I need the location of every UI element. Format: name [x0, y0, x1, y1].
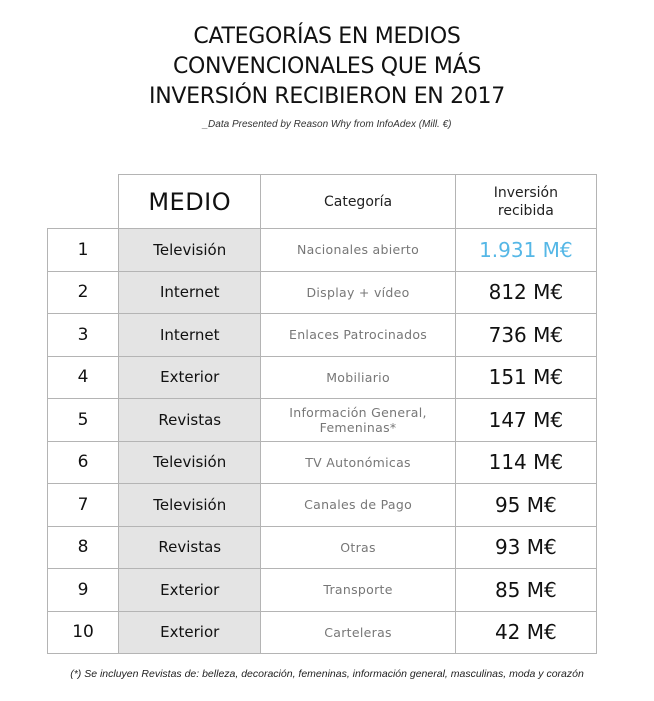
categoria-cell: [261, 271, 455, 314]
medio-cell: Exterior: [119, 611, 261, 654]
categoria-line: Información General,: [289, 404, 427, 420]
categoria-line: Otras: [340, 539, 376, 555]
medio-cell: Exterior: [119, 569, 261, 612]
rank-cell: 5: [48, 399, 119, 442]
categoria-line: Display + vídeo: [306, 284, 410, 300]
categoria-cell: [261, 441, 455, 484]
categoria-line: Carteleras: [324, 624, 392, 640]
table-row: [48, 314, 597, 357]
table-row: [48, 484, 597, 527]
chart-title: [0, 22, 654, 112]
rank-cell: 8: [48, 526, 119, 569]
table-body: [48, 229, 597, 654]
inversion-cell: 42 M€: [455, 611, 596, 654]
categoria-line: Transporte: [323, 582, 393, 598]
rank-cell: 6: [48, 441, 119, 484]
rank-cell: 4: [48, 356, 119, 399]
categoria-cell: [261, 484, 455, 527]
categoria-cell: [261, 229, 455, 272]
footnote: (*) Se incluyen Revistas de: belleza, decoración, femeninas, información general, masculinas, moda y corazón: [70, 668, 584, 680]
header-categoria: Categoría: [261, 175, 455, 229]
title-line-3: INVERSIÓN RECIBIERON EN 2017: [149, 84, 505, 109]
categoria-line: Enlaces Patrocinados: [289, 327, 428, 343]
inversion-cell: 93 M€: [455, 526, 596, 569]
categoria-line: Nacionales abierto: [297, 242, 420, 258]
inversion-cell: 736 M€: [455, 314, 596, 357]
categoria-line: Mobiliario: [326, 369, 390, 385]
rank-cell: 1: [48, 229, 119, 272]
table-row: [48, 569, 597, 612]
header-rank-blank: [48, 175, 119, 229]
categoria-cell: [261, 399, 455, 442]
title-line-1: CATEGORÍAS EN MEDIOS: [193, 24, 461, 49]
inversion-cell: 85 M€: [455, 569, 596, 612]
rank-cell: 7: [48, 484, 119, 527]
title-line-2: CONVENCIONALES QUE MÁS: [172, 54, 482, 79]
categoria-line: Canales de Pago: [304, 497, 413, 513]
categoria-cell: [261, 356, 455, 399]
header-inversion-line-1: Inversión: [493, 184, 558, 201]
header-inversion: [455, 175, 596, 229]
categoria-cell: [261, 569, 455, 612]
inversion-cell: 95 M€: [455, 484, 596, 527]
rank-cell: 3: [48, 314, 119, 357]
table-row: [48, 271, 597, 314]
categoria-cell: [261, 611, 455, 654]
rank-cell: 2: [48, 271, 119, 314]
header-inversion-line-2: recibida: [497, 202, 554, 219]
inversion-cell: 1.931 M€: [455, 229, 596, 272]
ranking-table: [47, 174, 597, 654]
medio-cell: Internet: [119, 271, 261, 314]
medio-cell: Revistas: [119, 526, 261, 569]
medio-cell: Internet: [119, 314, 261, 357]
medio-cell: Exterior: [119, 356, 261, 399]
categoria-line: Femeninas*: [319, 419, 397, 435]
categoria-line: TV Autonómicas: [305, 454, 411, 470]
table-row: [48, 399, 597, 442]
inversion-cell: 812 M€: [455, 271, 596, 314]
rank-cell: 10: [48, 611, 119, 654]
inversion-cell: 147 M€: [455, 399, 596, 442]
medio-cell: Televisión: [119, 484, 261, 527]
table-row: [48, 441, 597, 484]
inversion-cell: 151 M€: [455, 356, 596, 399]
table-row: [48, 611, 597, 654]
rank-cell: 9: [48, 569, 119, 612]
categoria-cell: [261, 314, 455, 357]
table-row: [48, 229, 597, 272]
header-medio: MEDIO: [119, 175, 261, 229]
medio-cell: Revistas: [119, 399, 261, 442]
categoria-cell: [261, 526, 455, 569]
table-row: [48, 356, 597, 399]
medio-cell: Televisión: [119, 229, 261, 272]
chart-subtitle: _Data Presented by Reason Why from InfoAdex (Mill. €): [202, 119, 452, 130]
table-row: [48, 526, 597, 569]
table-header-row: [48, 175, 597, 229]
medio-cell: Televisión: [119, 441, 261, 484]
inversion-cell: 114 M€: [455, 441, 596, 484]
